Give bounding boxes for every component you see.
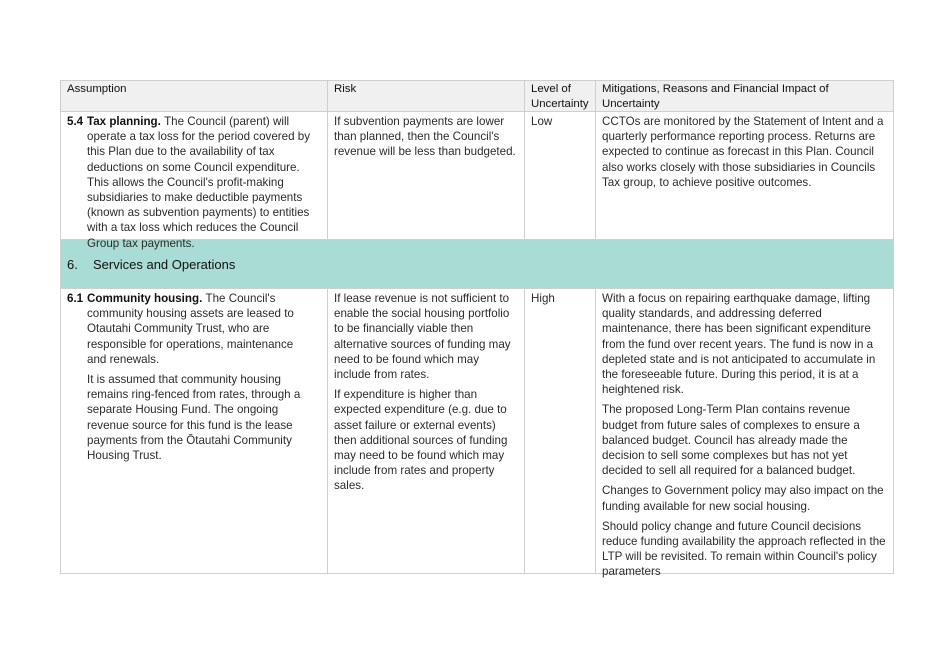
header-mitigations: Mitigations, Reasons and Financial Impact of Uncertainty: [602, 83, 829, 110]
assumption-paragraph: [67, 291, 321, 367]
assumption-text: The Council (parent) will operate a tax loss for the period covered by this Plan due to the availability of tax deductions on some Council expenditure. This allows the Council's profit-making subsidiaries to make deductible payments (known as subvention payments) to entities with a tax loss which reduces the Council Group tax payments.: [87, 115, 310, 250]
level-cell: High: [525, 289, 596, 573]
assumption-cell: [61, 112, 328, 250]
item-title: Community housing.: [87, 292, 203, 305]
level-cell: Low: [525, 112, 596, 239]
risk-cell: If subvention payments are lower than planned, then the Council's revenue will be less than budgeted.: [328, 112, 525, 239]
mitigation-paragraph: With a focus on repairing earthquake damage, lifting quality standards, and addressing deferred maintenance, there has been significant expenditure from the fund over recent years. The fund is now in a depleted state and is not anticipated to accumulate in the foreseeable future. During this period, it is at a heightened risk.: [602, 292, 876, 397]
item-title: Tax planning.: [87, 115, 161, 128]
mitigation-paragraph: Should policy change and future Council decisions reduce funding availability the approach reflected in the LTP will be revisited. To remain within Council's policy parameters: [602, 519, 886, 579]
risk-cell: [328, 289, 525, 573]
assumptions-table: [60, 80, 894, 579]
mitigation-paragraph: Changes to Government policy may also impact on the funding available for new social housing.: [602, 484, 884, 513]
item-number: 6.1: [67, 292, 84, 305]
mitigation-paragraph: The proposed Long-Term Plan contains revenue budget from future sales of complexes to ensure a balanced budget. Council has already made the decision to sell some complexes but has not yet decided to sell all required for a balanced budget.: [602, 403, 860, 478]
section-number: 6.: [67, 256, 78, 272]
table-row: [61, 288, 893, 579]
risk-paragraph: If expenditure is higher than expected expenditure (e.g. due to asset failure or external events) then additional sources of funding may need to be found which may include from rates and property sales.: [334, 388, 508, 493]
header-risk: Risk: [328, 81, 525, 111]
header-assumption: Assumption: [61, 81, 328, 111]
assumption-body: [87, 291, 313, 367]
assumption-cell: [61, 289, 328, 573]
assumption-body: [87, 114, 313, 251]
header-level: Level of Uncertainty: [525, 81, 596, 111]
table-row: [61, 111, 893, 250]
assumption-paragraph-2: It is assumed that community housing remains ring-fenced from rates, through a separate Housing Fund. The ongoing revenue source for this fund is the lease payments from the Ōtautahi Community Housing Trust.: [87, 373, 301, 463]
assumption-text: The Council's community housing assets are leased to Otautahi Community Trust, who are responsible for operations, maintenance and renewals.: [87, 292, 294, 366]
table-header-row: [61, 80, 893, 111]
section-title: Services and Operations: [93, 256, 236, 272]
mitigation-cell: [596, 289, 893, 579]
mitigation-cell: CCTOs are monitored by the Statement of Intent and a quarterly performance reporting process. Returns are expected to continue as forecast in this Plan. Council also works closely with those subsidiaries in Councils Tax group, to achieve positive outcomes.: [602, 115, 884, 189]
risk-paragraph: If lease revenue is not sufficient to enable the social housing portfolio to be financially viable then alternative sources of funding may need to be found which may include from rates.: [334, 292, 511, 382]
item-number: 5.4: [67, 115, 84, 128]
